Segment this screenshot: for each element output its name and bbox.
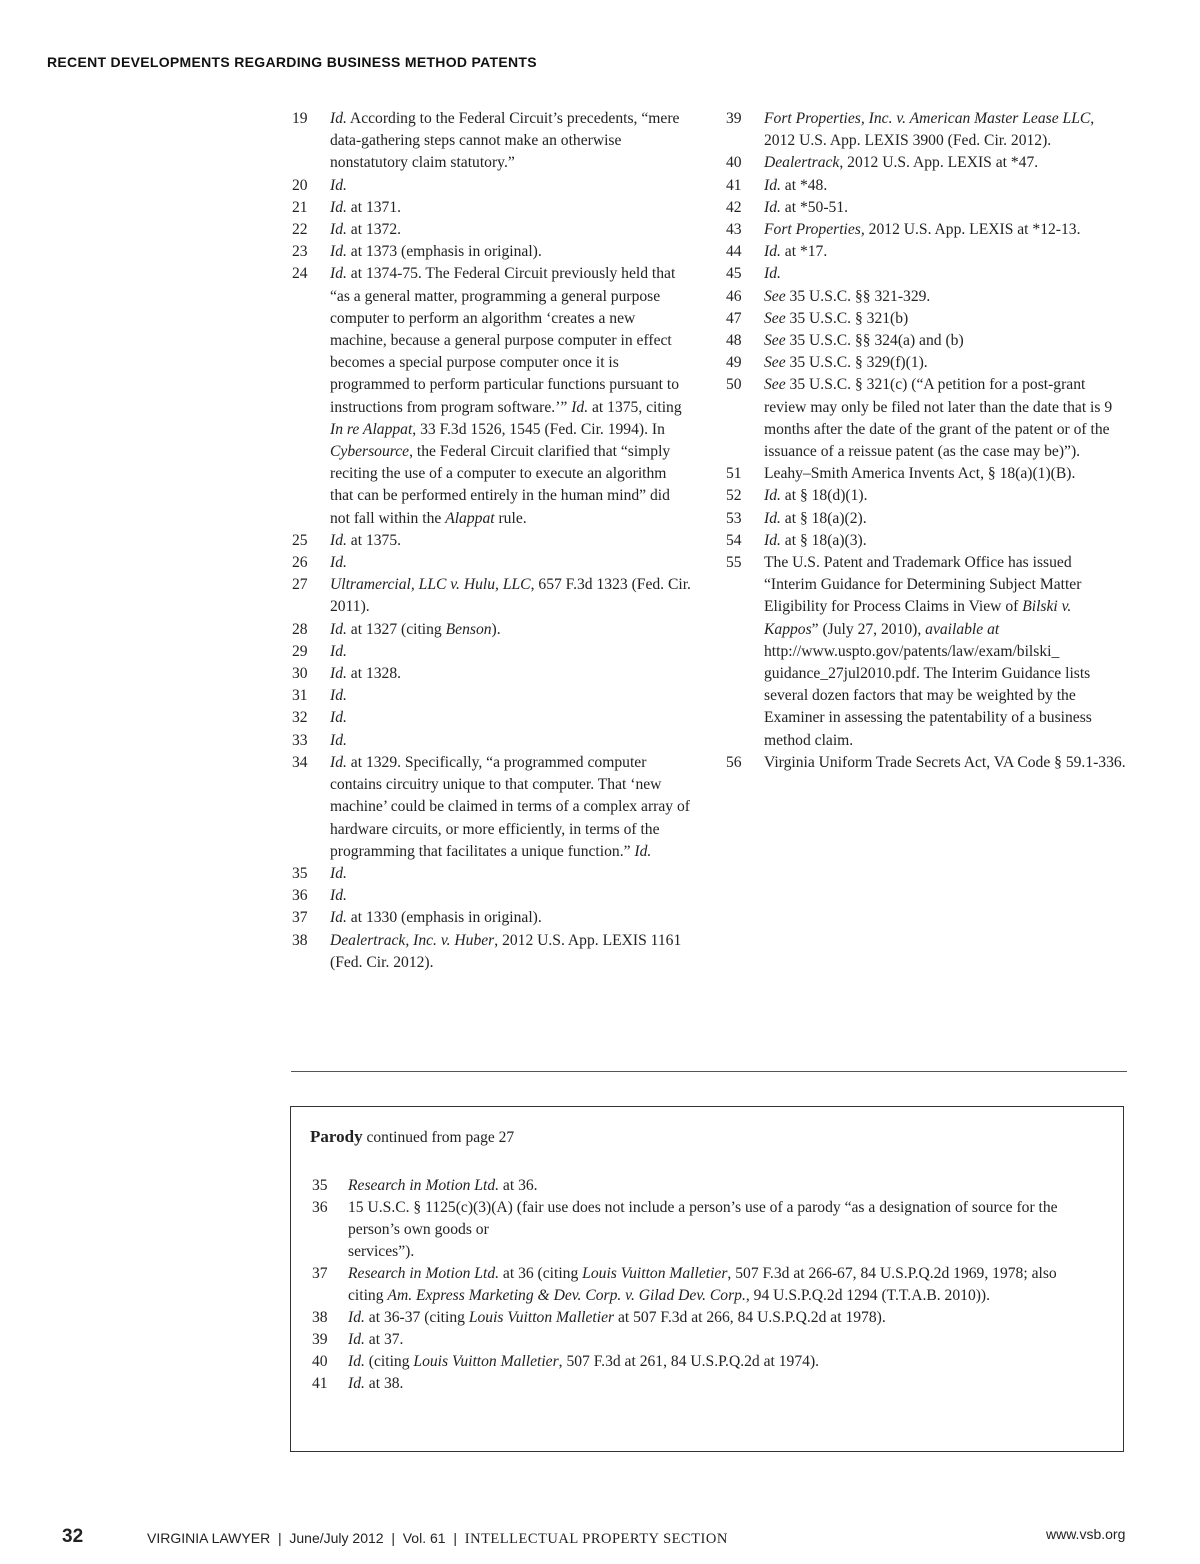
footnote-text: Id. xyxy=(330,642,347,660)
footnote-text: Fort Properties, Inc. v. American Master Lease LLC, 2012 U.S. App. LEXIS 3900 (Fed. Cir. 2012). xyxy=(764,110,1095,150)
footnote-number: 32 xyxy=(292,709,308,727)
footnote-text: See 35 U.S.C. §§ 324(a) and (b) xyxy=(764,332,964,350)
footnote-item xyxy=(726,485,1128,507)
footnote-text: See 35 U.S.C. § 321(b) xyxy=(764,309,909,327)
footnote-number: 24 xyxy=(292,265,308,283)
footnote-number: 26 xyxy=(292,554,308,572)
footnote-text: Id. xyxy=(330,687,347,705)
footnote-number: 41 xyxy=(312,1375,328,1392)
footnote-item xyxy=(292,241,692,263)
footnote-number: 53 xyxy=(726,509,742,527)
footnote-text: Research in Motion Ltd. at 36. xyxy=(348,1177,538,1194)
box-title-strong: Parody xyxy=(310,1127,363,1146)
footnote-number: 55 xyxy=(726,554,742,572)
footnote-item xyxy=(292,685,692,707)
footnote-text: Ultramercial, LLC v. Hulu, LLC, 657 F.3d 1323 (Fed. Cir. 2011). xyxy=(330,576,691,616)
footnote-item xyxy=(726,241,1128,263)
footnote-item xyxy=(292,530,692,552)
footnote-number: 48 xyxy=(726,332,742,350)
running-header: RECENT DEVELOPMENTS REGARDING BUSINESS METHOD PATENTS xyxy=(47,54,537,70)
footnote-item xyxy=(292,863,692,885)
footnote-number: 37 xyxy=(292,909,308,927)
box-footnotes xyxy=(312,1175,1092,1395)
footnote-item xyxy=(726,219,1128,241)
footnote-item xyxy=(726,752,1128,774)
footnote-text: Id. at *48. xyxy=(764,176,828,194)
footnote-number: 40 xyxy=(726,154,742,172)
footnote-number: 33 xyxy=(292,731,308,749)
footnote-item xyxy=(726,374,1128,463)
footnote-number: 19 xyxy=(292,110,308,127)
footnote-item xyxy=(292,219,692,241)
footnote-text: Id. According to the Federal Circuit’s precedents, “mere data-gathering steps cannot make an otherwise nonstatutory claim statutory.” xyxy=(330,110,680,172)
footnote-item xyxy=(726,552,1128,752)
footnote-number: 39 xyxy=(312,1331,328,1348)
footnote-number: 43 xyxy=(726,221,742,239)
footnote-text: Dealertrack, Inc. v. Huber, 2012 U.S. App. LEXIS 1161 (Fed. Cir. 2012). xyxy=(330,931,682,971)
footnote-text: Id. at 1327 (citing Benson). xyxy=(330,620,501,638)
footnote-number: 39 xyxy=(726,110,742,127)
footnote-text: Id. xyxy=(330,176,347,194)
footnote-text: Id. xyxy=(330,887,347,905)
footnote-number: 41 xyxy=(726,176,742,194)
footnote-number: 20 xyxy=(292,176,308,194)
footnotes-left-column xyxy=(292,108,692,974)
footnote-item xyxy=(292,197,692,219)
footnote-item xyxy=(312,1351,1092,1373)
footnote-item xyxy=(292,885,692,907)
footnote-text: Id. xyxy=(330,731,347,749)
footnote-item xyxy=(726,108,1128,152)
footnote-number: 52 xyxy=(726,487,742,505)
footnote-item xyxy=(726,286,1128,308)
footnote-item xyxy=(292,730,692,752)
footnote-number: 36 xyxy=(312,1199,328,1216)
footnote-text: Id. at § 18(d)(1). xyxy=(764,487,868,505)
footnote-number: 35 xyxy=(292,864,308,882)
footnote-text: Id. at 1330 (emphasis in original). xyxy=(330,909,542,927)
parody-continuation-box xyxy=(290,1106,1124,1452)
footnote-number: 35 xyxy=(312,1177,328,1194)
footnote-text: Id. at 1373 (emphasis in original). xyxy=(330,243,542,261)
footnote-text: Id. xyxy=(330,864,347,882)
footnote-text: Id. at § 18(a)(2). xyxy=(764,509,867,527)
footnote-text: Id. at *17. xyxy=(764,243,828,261)
footnote-number: 38 xyxy=(312,1309,328,1326)
footnote-text: Id. xyxy=(330,709,347,727)
footnote-text: Fort Properties, 2012 U.S. App. LEXIS at *12-13. xyxy=(764,221,1081,239)
footnote-item xyxy=(292,619,692,641)
footnote-text: Id. at 1328. xyxy=(330,665,402,683)
footnote-text: Id. at 1375. xyxy=(330,531,402,549)
footnote-text: Id. at 1374-75. The Federal Circuit previously held that “as a general matter, programming a general purpose computer to perform an algorithm ‘creates a new machine, because a general purpose computer in effect becomes a special purpose computer once it is programmed to perform particular functions pursuant to instructions from program software.’” Id. at 1375, citing In re Alappat, 33 F.3d 1526, 1545 (Fed. Cir. 1994). In Cybersource, the Federal Circuit clarified that “simply reciting the use of a computer to execute an algorithm that can be performed entirely in the human mind” did not fall within the Alappat rule. xyxy=(330,265,682,527)
footnote-text: Id. at 38. xyxy=(348,1375,404,1392)
footnote-item xyxy=(292,930,692,974)
footnote-item xyxy=(726,197,1128,219)
footnote-text: Id. xyxy=(330,554,347,572)
section-divider xyxy=(291,1071,1127,1072)
footnote-text: Virginia Uniform Trade Secrets Act, VA Code § 59.1-336. xyxy=(764,753,1126,771)
footnote-number: 31 xyxy=(292,687,308,705)
footnote-number: 54 xyxy=(726,531,742,549)
section-name: INTELLECTUAL PROPERTY SECTION xyxy=(464,1531,728,1547)
page-number: 32 xyxy=(62,1526,84,1547)
footnote-number: 50 xyxy=(726,376,742,394)
footnote-item xyxy=(726,152,1128,174)
footnote-item xyxy=(312,1329,1092,1351)
footnote-number: 47 xyxy=(726,309,742,327)
footnote-item xyxy=(726,330,1128,352)
footnote-text: Id. at 37. xyxy=(348,1331,404,1348)
footnote-number: 44 xyxy=(726,243,742,261)
footnote-number: 23 xyxy=(292,243,308,261)
footnote-item xyxy=(292,663,692,685)
footnote-number: 27 xyxy=(292,576,308,594)
footnote-item xyxy=(312,1307,1092,1329)
footnote-item xyxy=(312,1263,1092,1307)
footnote-text: Id. at 1372. xyxy=(330,221,402,239)
footnote-item xyxy=(292,707,692,729)
footnote-item xyxy=(292,752,692,863)
footnote-item xyxy=(292,907,692,929)
footnote-text: Dealertrack, 2012 U.S. App. LEXIS at *47. xyxy=(764,154,1039,172)
footnote-item xyxy=(292,574,692,618)
footnote-number: 34 xyxy=(292,753,308,771)
website-link[interactable]: www.vsb.org xyxy=(1046,1526,1126,1542)
footnote-text: Leahy–Smith America Invents Act, § 18(a)(1)(B). xyxy=(764,465,1076,483)
footnote-item xyxy=(312,1175,1092,1197)
footnote-item xyxy=(726,308,1128,330)
footnote-item xyxy=(312,1373,1092,1395)
footnote-text: The U.S. Patent and Trademark Office has issued “Interim Guidance for Determining Subject Matter Eligibility for Process Claims in View of Bilski v. Kappos” (July 27, 2010), available at http://www.uspto.gov/patents/law/exam/bilski_ guidance_27jul2010.pdf. The Interim Guidance lists several dozen factors that may be weighted by the Examiner in assessing the patentability of a business method claim. xyxy=(764,554,1092,749)
footnote-text: Id. xyxy=(764,265,781,283)
footnote-item xyxy=(726,175,1128,197)
footnote-number: 38 xyxy=(292,931,308,949)
footnote-number: 22 xyxy=(292,221,308,239)
footnote-text: See 35 U.S.C. § 329(f)(1). xyxy=(764,354,928,372)
footnote-item xyxy=(726,352,1128,374)
footnote-number: 51 xyxy=(726,465,742,483)
footnote-item xyxy=(292,263,692,529)
footnote-number: 49 xyxy=(726,354,742,372)
magazine-info xyxy=(147,1530,728,1548)
footnote-number: 40 xyxy=(312,1353,328,1370)
footnote-item xyxy=(292,552,692,574)
footnote-item xyxy=(312,1197,1092,1263)
footnote-number: 29 xyxy=(292,642,308,660)
footnote-item xyxy=(726,263,1128,285)
footnote-text: Id. at § 18(a)(3). xyxy=(764,531,867,549)
footnote-number: 28 xyxy=(292,620,308,638)
footnotes-right-column xyxy=(726,108,1128,774)
footnote-number: 21 xyxy=(292,198,308,216)
footnote-text: Id. (citing Louis Vuitton Malletier, 507 F.3d at 261, 84 U.S.P.Q.2d at 1974). xyxy=(348,1353,820,1370)
footnote-text: Id. at 36-37 (citing Louis Vuitton Malletier at 507 F.3d at 266, 84 U.S.P.Q.2d at 1978). xyxy=(348,1309,886,1326)
footnote-text: Id. at *50-51. xyxy=(764,198,849,216)
footnote-number: 37 xyxy=(312,1265,328,1282)
footnote-text: Research in Motion Ltd. at 36 (citing Louis Vuitton Malletier, 507 F.3d at 266-67, 84 U.S.P.Q.2d 1969, 1978; also citing Am. Express Marketing & Dev. Corp. v. Gilad Dev. Corp., 94 U.S.P.Q.2d 1294 (T.T.A.B. 2010)). xyxy=(348,1265,1057,1304)
footnote-item xyxy=(726,530,1128,552)
footnote-item xyxy=(292,108,692,175)
footnote-number: 56 xyxy=(726,753,742,771)
footnote-text: Id. at 1371. xyxy=(330,198,402,216)
footnote-item xyxy=(292,175,692,197)
magazine-issue: VIRGINIA LAWYER | June/July 2012 | Vol. 61 | xyxy=(147,1530,465,1546)
footnote-number: 30 xyxy=(292,665,308,683)
footnote-text: Id. at 1329. Specifically, “a programmed computer contains circuitry unique to that computer. That ‘new machine’ could be claimed in terms of a complex array of hardware circuits, or more efficiently, in terms of the programming that facilitates a unique function.” Id. xyxy=(330,753,690,860)
footnote-number: 42 xyxy=(726,198,742,216)
footnote-text: See 35 U.S.C. §§ 321-329. xyxy=(764,287,931,305)
footnote-number: 25 xyxy=(292,531,308,549)
footnote-item xyxy=(292,641,692,663)
box-title-rest: continued from page 27 xyxy=(362,1129,515,1146)
footnote-item xyxy=(726,508,1128,530)
box-title xyxy=(310,1127,514,1147)
footnote-number: 45 xyxy=(726,265,742,283)
footnote-number: 36 xyxy=(292,887,308,905)
footnote-number: 46 xyxy=(726,287,742,305)
footnote-text: 15 U.S.C. § 1125(c)(3)(A) (fair use does not include a person’s use of a parody “as a designation of source for the person’s own goods or services”). xyxy=(348,1199,1058,1260)
footnote-item xyxy=(726,463,1128,485)
footnote-text: See 35 U.S.C. § 321(c) (“A petition for a post-grant review may only be filed not later than the date that is 9 months after the date of the grant of the patent or of the issuance of a reissue patent (as the case may be)”). xyxy=(764,376,1113,461)
